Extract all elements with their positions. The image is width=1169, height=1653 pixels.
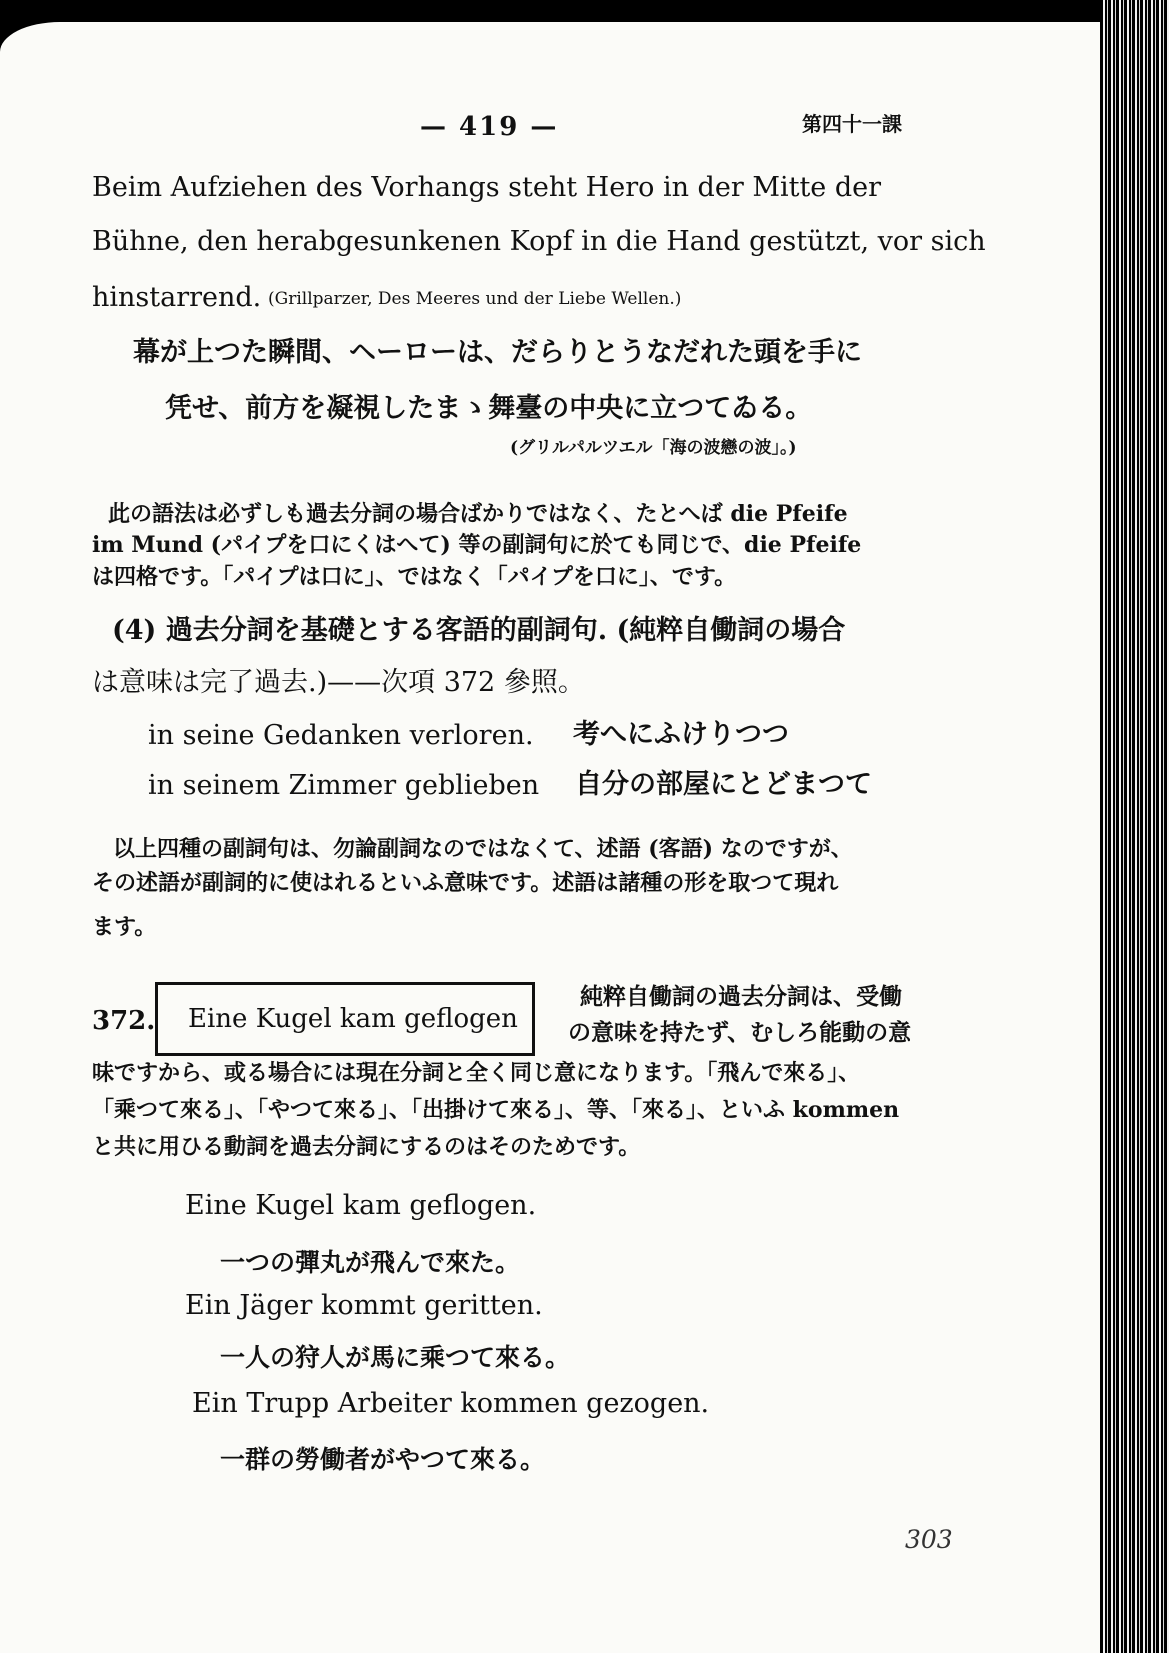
section-intro-line: の意味を持たず、むしろ能動の意	[568, 1019, 912, 1046]
example-german: Eine Kugel kam geflogen.	[185, 1190, 537, 1221]
paragraph-line: 味ですから、或る場合には現在分詞と全く同じ意になります。「飛んで來る」、	[92, 1060, 861, 1086]
chapter-heading: 第四十一課	[802, 112, 902, 136]
example-german: in seine Gedanken verloren.	[148, 720, 534, 751]
paragraph-line: ます。	[92, 914, 157, 940]
paragraph-line: 此の語法は必ずしも過去分詞の場合ばかりではなく、たとへば die Pfeife	[108, 501, 848, 527]
example-japanese: 一人の狩人が馬に乘つて來る。	[220, 1343, 571, 1372]
paragraph-line: と共に用ひる動詞を過去分詞にするのはそのためです。	[92, 1134, 641, 1160]
example-german: Ein Trupp Arbeiter kommen gezogen.	[192, 1388, 710, 1419]
example-german: in seinem Zimmer geblieben	[148, 770, 540, 801]
paragraph-line: im Mund (パイプを口にくはへて) 等の副詞句に於ても同じで、die Pfeife	[92, 532, 862, 558]
section-heading: (4) 過去分詞を基礎とする客語的副詞句. (純粹自働詞の場合	[112, 615, 846, 646]
quote-translation: 凭せ、前方を凝視したまゝ舞臺の中央に立つてゐる。	[165, 393, 813, 424]
paragraph-line: は四格です。「パイプは口に」、ではなく「パイプを口に」、です。	[92, 564, 737, 590]
section-heading: は意味は完了過去.)——次項 372 參照。	[92, 667, 585, 698]
example-japanese: 考へにふけりつつ	[573, 719, 789, 750]
example-japanese: 一群の勞働者がやつて來る。	[220, 1445, 546, 1474]
section-number: 372.	[92, 1006, 156, 1036]
paragraph-line: その述語が副詞的に使はれるといふ意味です。述語は諸種の形を取つて現れ	[92, 870, 839, 896]
quote-translation: 幕が上つた瞬間、ヘーローは、だらりとうなだれた頭を手に	[133, 337, 862, 368]
quote-line: hinstarrend.	[92, 282, 262, 313]
paragraph-line: 以上四種の副詞句は、勿論副詞なのではなくて、述語 (客語) なのですが、	[113, 836, 853, 862]
example-japanese: 自分の部屋にとどまつて	[575, 769, 872, 800]
quote-source: (Grillparzer, Des Meeres und der Liebe Wellen.)	[268, 289, 682, 309]
example-japanese: 一つの彈丸が飛んで來た。	[220, 1248, 521, 1277]
page-edges	[1100, 0, 1169, 1653]
quote-line: Beim Aufziehen des Vorhangs steht Hero in der Mitte der	[92, 172, 882, 203]
folio-number: 303	[905, 1525, 953, 1554]
page-number: — 419 —	[420, 112, 559, 142]
section-title: Eine Kugel kam geflogen	[188, 1004, 518, 1034]
quote-line: Bühne, den herabgesunkenen Kopf in die Hand gestützt, vor sich	[92, 226, 986, 257]
translation-source: (グリルパルツエル「海の波戀の波」。)	[510, 438, 797, 458]
example-german: Ein Jäger kommt geritten.	[185, 1290, 543, 1321]
section-intro-line: 純粹自働詞の過去分詞は、受働	[580, 983, 902, 1010]
paragraph-line: 「乘つて來る」、「やつて來る」、「出掛けて來る」、等、「來る」、といふ kommen	[92, 1097, 900, 1123]
